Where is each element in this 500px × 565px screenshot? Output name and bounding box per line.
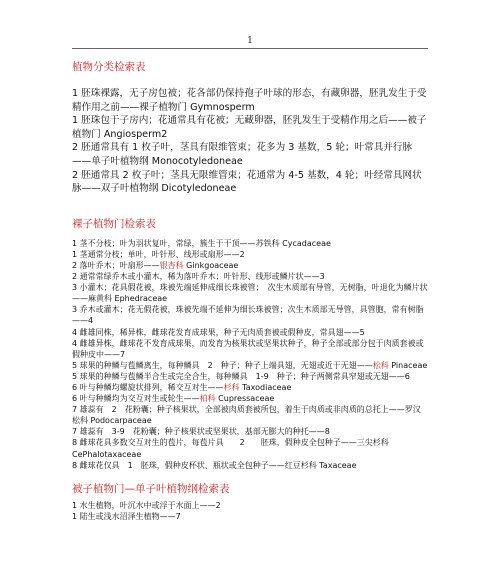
key-line-3: 2 胚通常具有 1 枚子叶，茎具有限维管束；花多为 3 基数，5 轮；叶常具并行脉——单子叶植物纲 Monocotyledoneae <box>72 142 413 167</box>
gymno-line: 3 乔木或灌木；花无假花被，珠被先端不延伸为细长珠被管；次生木质部无导管，具管胞，常有树脂——4 <box>72 305 424 326</box>
gymnosperm-key <box>72 238 428 471</box>
key-line-2: 1 胚珠包于子房内；花通常具有花被；无藏卵器，胚乳发生于受精作用之后——被子植物门 Angiosperm2 <box>72 115 427 140</box>
monocot-heading: 被子植物门—单子叶植物纲检索表 <box>72 482 230 495</box>
header-rule <box>72 48 428 49</box>
gymno-line: 8 雌球花具多数交互对生的苞片，每苞片具 2 胚珠，假种皮全包种子——三尖杉科 CePhalotaxaceae <box>72 438 389 459</box>
family-taxodiaceae: 杉科 <box>223 382 240 392</box>
document-body <box>72 60 428 522</box>
monocot-key <box>72 500 428 522</box>
mono-line: 1 水生植物，叶沉水中或浮于水面上——2 <box>72 500 221 510</box>
gymnosperm-heading: 裸子植物门检索表 <box>72 217 156 230</box>
gymno-line: 6 叶与种鳞均螺旋状排列，稀交互对生——杉科 Taxodiaceae <box>72 382 292 392</box>
key-line-4: 2 胚通常具 2 枚子叶；茎具无限维管束；花通常为 4-5 基数，4 轮；叶经常具网状脉——双子叶植物纲 Dicotyledoneae <box>72 169 422 195</box>
key-line-1: 1 胚珠裸露，无子房包被；花各部仍保持孢子叶球的形态，有藏卵器，胚乳发生于受精作用之前——裸子植物门 Gymnosperm <box>72 88 427 113</box>
gymno-line: 1 茎通常分枝；单叶，叶针形、线形或扇形——2 <box>72 249 245 259</box>
doc-title: 植物分类检索表 <box>72 61 146 73</box>
gymno-line: 7 雄蕊有 2 花粉囊；种子核果状，全部被肉质套被所包，着生于肉质或非肉质的总托上——罗汉松科 Podocarpaceae <box>72 405 421 426</box>
family-pinaceae: 松科 <box>372 360 389 370</box>
mono-line: 1 陆生或浅水沼泽生植物——7 <box>72 511 181 521</box>
gymno-line: 2 通常常绿乔木或小灌木，稀为落叶乔木；叶针形、线形或鳞片状——3 <box>72 272 325 282</box>
gymno-line: 1 茎不分枝；叶为羽状复叶，常绿，簇生于干顶——苏铁科 Cycadaceae <box>72 238 331 248</box>
gymno-line: 3 小灌木；花具假花被，珠被先端延伸成细长珠被管； 次生木质部有导管，无树脂，叶退化为鳞片状——麻黄科 Ephedraceae <box>72 283 428 304</box>
gymno-line: 4 雌雄同株，稀异株，雌球花发育成球果，种子无肉质套被或假种皮，常具翅——5 <box>72 327 365 337</box>
gymno-line: 5 球果的种鳞与苞鳞半合生或完全合生，每种鳞具 1-9 种子；种子两侧常具窄翅或无翅——6 <box>72 371 410 381</box>
gymno-line: 5 球果的种鳞与苞鳞离生，每种鳞具 2 种子；种子上端具翅，无翅或近于无翅——松科 Pinaceae <box>72 360 428 370</box>
gymno-line: 4 雌雄异株，雌球花不发育成球果，而发育为核果状或坚果状种子，种子全部或部分包于肉质套被或假种皮中——7 <box>72 338 424 359</box>
gymno-line: 8 雌球花仅具 1 胚珠，假种皮杯状、瓶状或全包种子——红豆杉科 Taxaceae <box>72 460 357 470</box>
key-section <box>72 87 428 196</box>
family-cupressaceae: 柏科 <box>199 394 216 404</box>
gymno-line: 2 落叶乔木；叶扇形——银杏科 Ginkgoaceae <box>72 260 239 270</box>
gymno-line: 6 叶与种鳞均为交互对生或轮生——柏科 Cupressaceae <box>72 394 275 404</box>
family-ginkgo: 银杏科 <box>159 260 184 270</box>
page-number: 1 <box>247 36 253 46</box>
gymno-line: 7 雄蕊有 3-9 花粉囊；种子核果状或坚果状，基部无膨大的种托——8 <box>72 427 330 437</box>
